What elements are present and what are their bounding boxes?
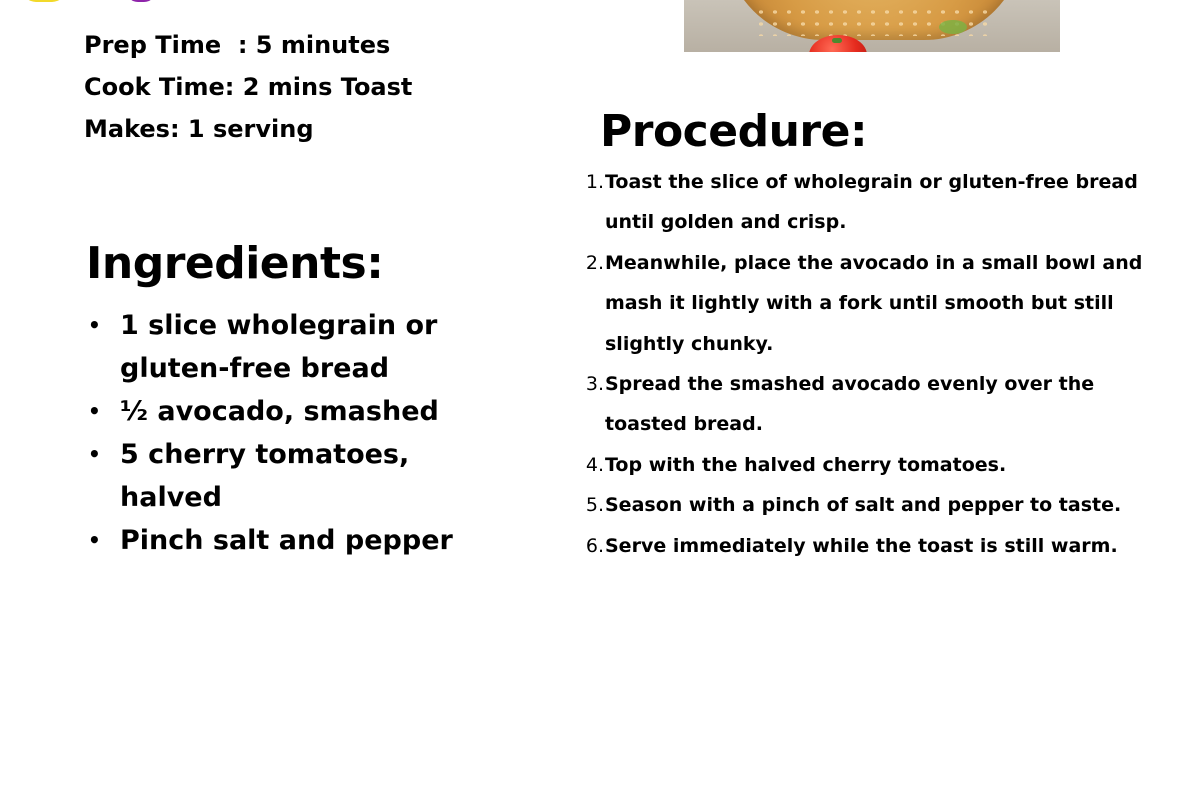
bullet-icon: • <box>88 528 101 552</box>
step-number: 5. <box>585 494 604 517</box>
step-text: Top with the halved cherry tomatoes. <box>605 453 1007 476</box>
step-text: Serve immediately while the toast is still warm. <box>605 534 1118 557</box>
step-number: 6. <box>585 534 604 557</box>
ingredient-text: 5 cherry tomatoes, halved <box>120 439 410 513</box>
ingredient-text: Pinch salt and pepper <box>120 525 453 556</box>
procedure-step <box>578 162 1178 243</box>
procedure-list <box>578 162 1178 566</box>
procedure-heading: Procedure: <box>600 106 868 157</box>
recipe-meta <box>84 24 412 150</box>
bullet-icon: • <box>88 399 101 423</box>
avocado-toast-photo <box>684 0 1060 52</box>
ingredient-text: ½ avocado, smashed <box>120 396 439 427</box>
servings: Makes: 1 serving <box>84 115 314 143</box>
ingredient-item <box>86 433 506 519</box>
ingredients-heading: Ingredients: <box>86 238 384 289</box>
ingredient-item <box>86 304 506 390</box>
step-text: Season with a pinch of salt and pepper to taste. <box>605 494 1122 517</box>
ingredients-list <box>86 304 506 562</box>
avocado-image <box>939 20 967 34</box>
procedure-step <box>578 364 1178 445</box>
ingredient-item <box>86 519 506 562</box>
tomato-stem <box>832 38 842 43</box>
step-number: 4. <box>585 453 604 476</box>
step-number: 1. <box>585 171 604 193</box>
step-number: 2. <box>585 251 604 274</box>
bullet-icon: • <box>88 313 101 337</box>
step-number: 3. <box>585 373 604 396</box>
bullet-icon: • <box>88 442 101 466</box>
step-text: Spread the smashed avocado evenly over the toasted bread. <box>605 373 1095 436</box>
procedure-step <box>578 243 1178 364</box>
prep-time: Prep Time : 5 minutes <box>84 31 391 59</box>
step-text: Toast the slice of wholegrain or gluten-free bread until golden and crisp. <box>605 171 1138 234</box>
ingredient-item <box>86 390 506 433</box>
decorative-yellow-shape <box>22 0 66 2</box>
step-text: Meanwhile, place the avocado in a small bowl and mash it lightly with a fork until smooth but still slightly chunky. <box>605 251 1143 355</box>
ingredient-text: 1 slice wholegrain or gluten-free bread <box>120 310 438 384</box>
decorative-purple-shape <box>126 0 156 2</box>
cook-time: Cook Time: 2 mins Toast <box>84 73 413 101</box>
procedure-step <box>578 445 1178 485</box>
procedure-step <box>578 526 1178 566</box>
procedure-step <box>578 485 1178 525</box>
